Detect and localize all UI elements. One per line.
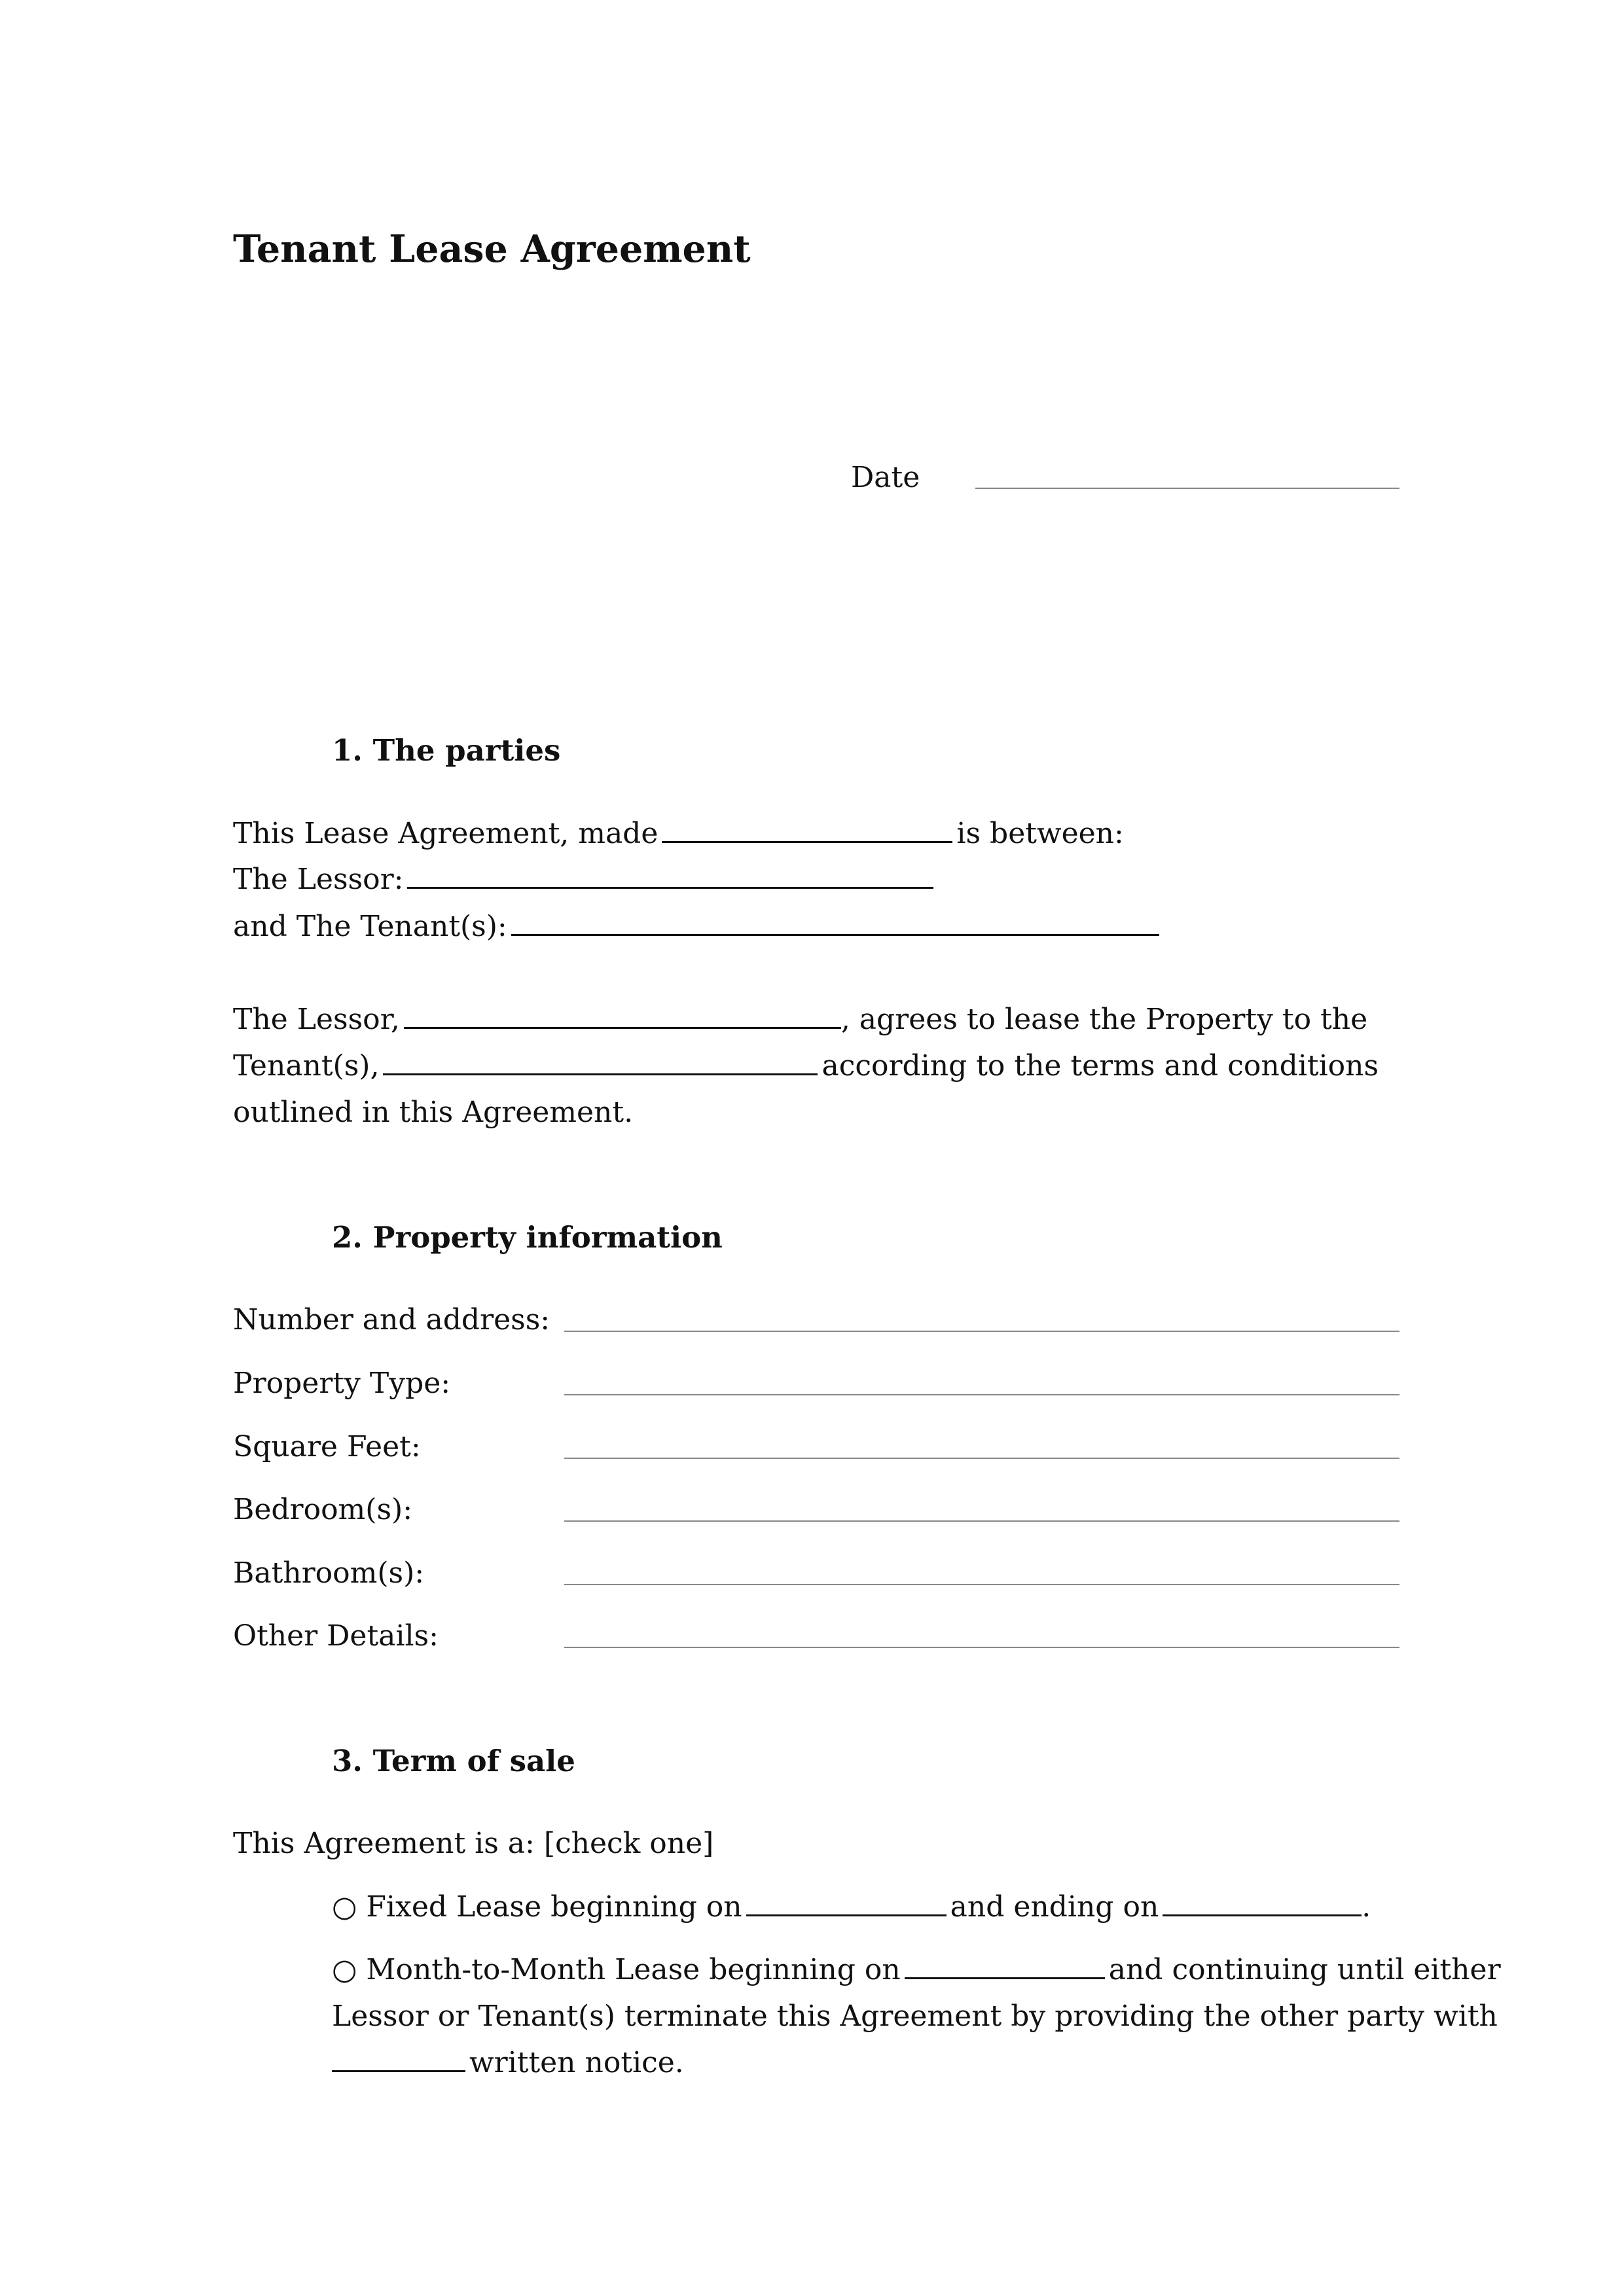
date-label: Date bbox=[851, 461, 920, 494]
lessor-agrees-line bbox=[233, 1005, 1367, 1034]
month-begin-blank[interactable] bbox=[905, 1977, 1105, 1979]
continuing-text: and continuing until either bbox=[1108, 1953, 1501, 1986]
field-label-square-feet: Square Feet: bbox=[233, 1430, 421, 1463]
fixed-begin-blank[interactable] bbox=[746, 1914, 947, 1916]
is-between-text: is between: bbox=[956, 817, 1124, 850]
fixed-lease-text: Fixed Lease beginning on bbox=[366, 1890, 742, 1924]
tenant-line bbox=[233, 912, 1163, 941]
field-label-other-details: Other Details: bbox=[233, 1619, 439, 1653]
period-text: . bbox=[1362, 1890, 1371, 1924]
tenant-terms-suffix: according to the terms and conditions bbox=[821, 1049, 1379, 1083]
field-line-bathrooms[interactable] bbox=[564, 1584, 1399, 1585]
lessor-agrees-suffix: , agrees to lease the Property to the bbox=[840, 1003, 1368, 1036]
written-notice-text: written notice. bbox=[469, 2046, 684, 2079]
tenant-terms-prefix: Tenant(s), bbox=[233, 1049, 380, 1083]
agreement-made-text: This Lease Agreement, made bbox=[233, 817, 659, 850]
section-heading-parties: 1. The parties bbox=[332, 733, 561, 768]
tenant-name-blank[interactable] bbox=[511, 934, 1159, 936]
outlined-text: outlined in this Agreement. bbox=[233, 1096, 634, 1129]
tenant-label: and The Tenant(s): bbox=[233, 910, 507, 943]
lessor-line bbox=[233, 865, 937, 894]
month-lease-text: Month-to-Month Lease beginning on bbox=[366, 1953, 901, 1986]
notice-period-blank[interactable] bbox=[332, 2070, 465, 2072]
lessor-name-blank[interactable] bbox=[407, 887, 933, 889]
lessor-agrees-prefix: The Lessor, bbox=[233, 1003, 400, 1036]
document-title: Tenant Lease Agreement bbox=[233, 227, 751, 271]
fixed-end-blank[interactable] bbox=[1163, 1914, 1362, 1916]
month-to-month-option[interactable] bbox=[332, 1953, 1501, 1986]
agreement-made-line bbox=[233, 819, 1124, 848]
agreement-date-blank[interactable] bbox=[662, 841, 952, 843]
field-label-bathrooms: Bathroom(s): bbox=[233, 1556, 425, 1590]
tenant-terms-line bbox=[233, 1049, 1379, 1083]
field-label-address: Number and address: bbox=[233, 1303, 550, 1336]
field-line-address[interactable] bbox=[564, 1331, 1399, 1332]
field-line-square-feet[interactable] bbox=[564, 1458, 1399, 1459]
field-line-bedrooms[interactable] bbox=[564, 1520, 1399, 1522]
field-label-property-type: Property Type: bbox=[233, 1367, 451, 1400]
terminate-text: Lessor or Tenant(s) terminate this Agreement by providing the other party with bbox=[332, 2000, 1498, 2033]
date-field-line[interactable] bbox=[975, 488, 1399, 489]
lessor-label: The Lessor: bbox=[233, 863, 404, 896]
fixed-lease-option[interactable] bbox=[332, 1890, 1371, 1924]
notice-line bbox=[332, 2046, 684, 2079]
section-heading-term: 3. Term of sale bbox=[332, 1744, 575, 1778]
field-label-bedrooms: Bedroom(s): bbox=[233, 1493, 413, 1526]
radio-circle-icon[interactable]: ○ bbox=[332, 1953, 357, 1986]
lessor-agrees-blank[interactable] bbox=[404, 1027, 841, 1029]
field-line-other-details[interactable] bbox=[564, 1647, 1399, 1648]
check-one-text: This Agreement is a: [check one] bbox=[233, 1827, 714, 1860]
radio-circle-icon[interactable]: ○ bbox=[332, 1890, 357, 1924]
tenant-terms-blank[interactable] bbox=[383, 1073, 818, 1075]
section-heading-property: 2. Property information bbox=[332, 1220, 723, 1255]
ending-on-text: and ending on bbox=[950, 1890, 1159, 1924]
field-line-property-type[interactable] bbox=[564, 1394, 1399, 1395]
